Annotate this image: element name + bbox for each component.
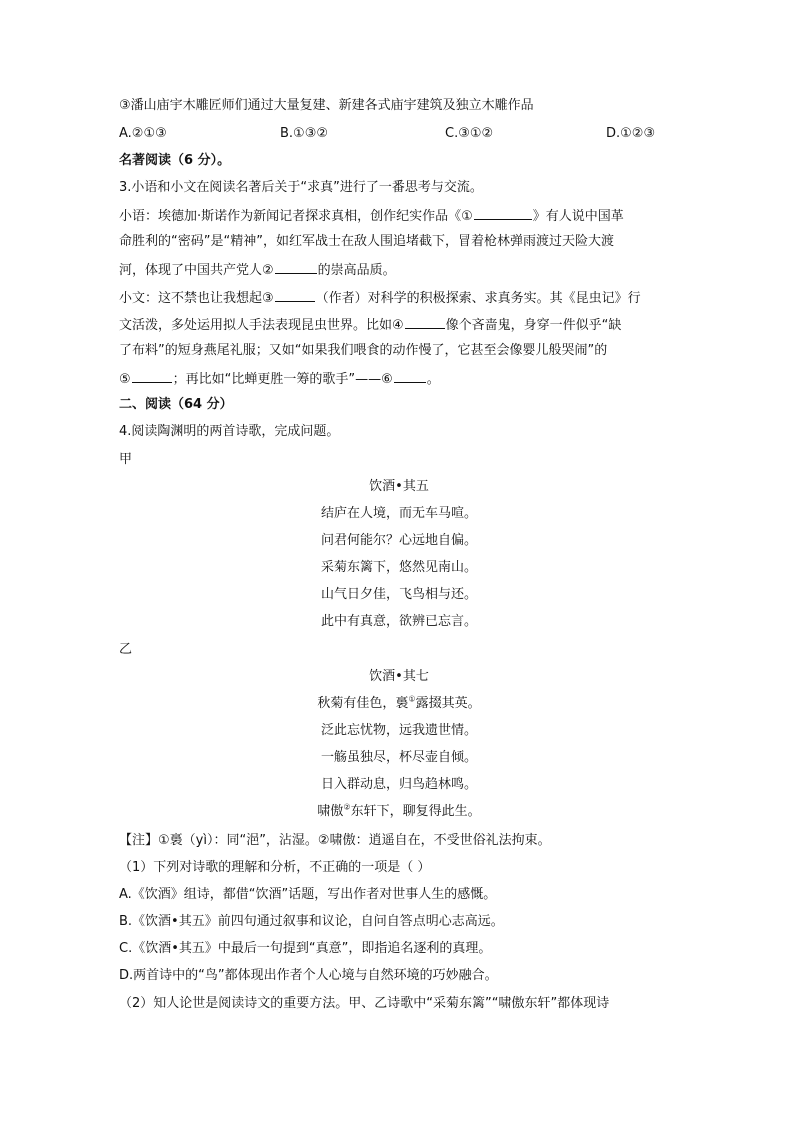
poem2-line: 日入群动息，归鸟趋林鸣。 [320, 777, 477, 792]
footnote-mark-2: ② [343, 802, 351, 812]
q3-xiaowen-text4c: 。 [426, 372, 440, 387]
q3-xiaowen-text1a: 小文：这不禁也让我想起③ [119, 291, 274, 306]
poem1-line: 采菊东篱下，悠然见南山。 [320, 560, 477, 575]
q3-xiaoyu-text3a: 河，体现了中国共产党人② [119, 263, 274, 278]
q2-option-b: B.①③② [280, 126, 329, 141]
poem1-line: 问君何能尔？心远地自偏。 [320, 533, 477, 548]
q4-sub1-option-d: D.两首诗中的“鸟”都体现出作者个人心境与自然环境的巧妙融合。 [119, 968, 498, 983]
q4-sub2-stem: （2）知人论世是阅读诗文的重要方法。甲、乙诗歌中“采菊东篱”“啸傲东轩”都体现诗 [119, 996, 610, 1011]
answer-blank-1[interactable] [474, 206, 532, 220]
poem2-line5b: 东轩下，聊复得此生。 [350, 804, 481, 819]
q3-xiaowen-line4 [119, 369, 679, 389]
answer-blank-6[interactable] [394, 369, 426, 383]
section-reading: 二、阅读（64 分） [119, 397, 233, 412]
q3-xiaoyu-text1a: 小语：埃德加·斯诺作为新闻记者探求真相，创作纪实作品《① [119, 209, 473, 224]
poem1-title: 饮酒•其五 [369, 479, 429, 494]
q3-xiaoyu-line3 [119, 260, 679, 280]
q3-xiaowen-text4a: ⑤ [119, 372, 131, 387]
q3-xiaowen-line3: 了布料”的短身燕尾礼服；又如“如果我们喂食的动作慢了，它甚至会像婴儿般哭闹”的 [119, 343, 608, 358]
poem-label-jia: 甲 [119, 452, 133, 467]
poem2-title: 饮酒•其七 [369, 669, 429, 684]
poem2-line [119, 803, 679, 821]
answer-blank-4[interactable] [405, 315, 445, 329]
q3-xiaowen-text2a: 文活泼，多处运用拟人手法表现昆虫世界。比如④ [119, 318, 404, 333]
q3-xiaowen-line1 [119, 288, 679, 308]
answer-blank-3[interactable] [275, 288, 315, 302]
q4-sub1-option-b: B.《饮酒•其五》前四句通过叙事和议论，自问自答点明心志高远。 [119, 914, 504, 929]
q4-sub1-stem: （1）下列对诗歌的理解和分析，不正确的一项是（ ） [119, 860, 431, 875]
q3-xiaowen-text1b: （作者）对科学的积极探索、求真务实。其《昆虫记》行 [315, 291, 641, 306]
poem1-line: 山气日夕佳，飞鸟相与还。 [320, 587, 477, 602]
q3-xiaoyu-line2: 命胜利的“密码”是“精神”，如红军战士在敌人围追堵截下，冒着枪林弹雨渡过天险大渡 [119, 234, 614, 249]
poem2-line: 一觞虽独尽，杯尽壶自倾。 [320, 750, 477, 765]
q3-xiaowen-text4b: ；再比如“比蝉更胜一筹的歌手”——⑥ [172, 372, 393, 387]
q3-xiaoyu-text1b: 》有人说中国革 [532, 209, 624, 224]
poem2-line5a: 啸傲 [317, 804, 344, 819]
poem-note: 【注】①裛（yì）：同“浥”，沾湿。②啸傲：逍遥自在，不受世俗礼法拘束。 [119, 833, 551, 848]
q4-sub1-option-c: C.《饮酒•其五》中最后一句提到“真意”，即指追名逐利的真理。 [119, 941, 492, 956]
answer-blank-2[interactable] [275, 260, 317, 274]
q4-sub1-option-a: A.《饮酒》组诗，都借“饮酒”话题，写出作者对世事人生的感慨。 [119, 887, 497, 902]
answer-blank-5[interactable] [132, 369, 172, 383]
poem1-line: 结庐在人境，而无车马喧。 [320, 506, 477, 521]
section-famous-books: 名著阅读（6 分）。 [119, 153, 231, 168]
q3-stem: 3.小语和小文在阅读名著后关于“求真”进行了一番思考与交流。 [119, 180, 483, 195]
q2-option-c: C.③①② [445, 126, 494, 141]
q3-xiaoyu-text3b: 的崇高品质。 [317, 263, 396, 278]
q2-option-a: A.②①③ [119, 126, 167, 141]
footnote-mark-1: ① [408, 694, 416, 704]
poem2-line1a: 秋菊有佳色，裛 [317, 696, 409, 711]
poem1-line: 此中有真意，欲辨已忘言。 [320, 614, 477, 629]
poem-label-yi: 乙 [119, 642, 133, 657]
poem2-line1b: 露掇其英。 [415, 696, 481, 711]
q3-xiaowen-line2 [119, 315, 679, 335]
poem2-line: 泛此忘忧物，远我遗世情。 [320, 723, 477, 738]
q4-stem: 4.阅读陶渊明的两首诗歌，完成问题。 [119, 424, 340, 439]
q3-xiaowen-text2b: 像个吝啬鬼，身穿一件似乎“缺 [445, 318, 622, 333]
q2-option-d: D.①②③ [606, 126, 656, 141]
q2-item-3: ③潘山庙宇木雕匠师们通过大量复建、新建各式庙宇建筑及独立木雕作品 [119, 98, 534, 113]
poem2-line [119, 695, 679, 713]
q3-xiaoyu-line1 [119, 206, 679, 226]
